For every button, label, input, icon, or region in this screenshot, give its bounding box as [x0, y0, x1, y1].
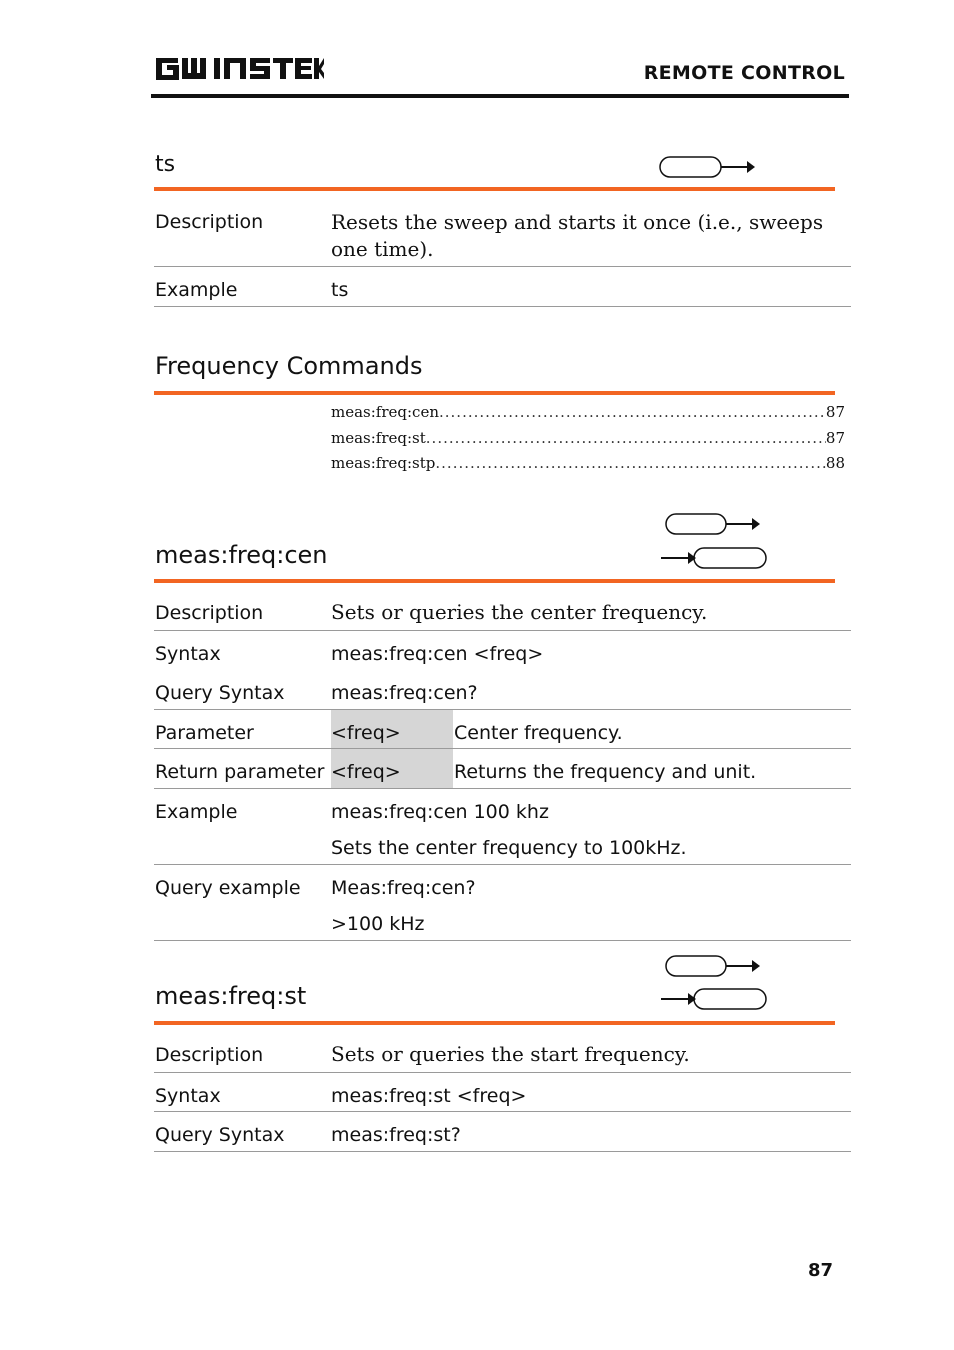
row-divider — [154, 266, 851, 267]
frequency-commands-heading: Frequency Commands — [155, 352, 423, 380]
ts-description-line: Resets the sweep and starts it once (i.e., sweeps — [331, 210, 824, 234]
row-divider — [154, 864, 851, 865]
row-divider — [154, 306, 851, 307]
example-label: Example — [155, 801, 238, 823]
toc-entry-label: meas:freq:stp — [331, 454, 436, 472]
description-label: Description — [155, 1044, 264, 1066]
cen-query-syntax: meas:freq:cen? — [331, 682, 478, 704]
return-parameter-description: Returns the frequency and unit. — [454, 761, 757, 783]
row-divider — [154, 1111, 851, 1112]
set-query-command-icon — [659, 955, 769, 1015]
parameter-name: <freq> — [331, 722, 401, 744]
section-rule — [154, 187, 835, 191]
row-divider — [154, 1072, 851, 1073]
cen-description: Sets or queries the center frequency. — [331, 600, 708, 624]
return-parameter-label: Return parameter — [155, 761, 325, 783]
toc-entry-page: 87 — [825, 403, 845, 421]
query-example-label: Query example — [155, 877, 301, 899]
cen-example-note: Sets the center frequency to 100kHz. — [331, 837, 687, 859]
page-number: 87 — [807, 1260, 833, 1281]
row-divider — [154, 630, 851, 631]
toc-entry[interactable] — [331, 429, 845, 447]
example-label: Example — [155, 279, 238, 301]
toc-entry-label: meas:freq:st — [331, 429, 426, 447]
section-rule — [154, 391, 835, 395]
parameter-description: Center frequency. — [454, 722, 623, 744]
section-rule — [154, 1021, 835, 1025]
section-title: REMOTE CONTROL — [643, 62, 845, 84]
set-query-command-icon — [659, 513, 769, 573]
parameter-label: Parameter — [155, 722, 254, 744]
toc-entry-page: 87 — [825, 429, 845, 447]
gw-instek-logo — [154, 54, 324, 84]
toc-leader — [439, 403, 826, 421]
cen-title: meas:freq:cen — [155, 541, 328, 569]
cen-syntax: meas:freq:cen <freq> — [331, 643, 544, 665]
toc-entry-label: meas:freq:cen — [331, 403, 439, 421]
row-divider — [154, 748, 851, 749]
row-divider — [154, 709, 851, 710]
return-parameter-name: <freq> — [331, 761, 401, 783]
syntax-label: Syntax — [155, 1085, 221, 1107]
toc-leader — [435, 454, 826, 472]
ts-description-line: one time). — [331, 237, 434, 261]
ts-description — [331, 209, 823, 263]
cen-query-example-command: Meas:freq:cen? — [331, 877, 476, 899]
row-divider — [154, 940, 851, 941]
syntax-label: Syntax — [155, 643, 221, 665]
query-syntax-label: Query Syntax — [155, 1124, 285, 1146]
toc-leader — [426, 429, 826, 447]
row-divider — [154, 1151, 851, 1152]
description-label: Description — [155, 211, 264, 233]
st-syntax: meas:freq:st <freq> — [331, 1085, 527, 1107]
st-title: meas:freq:st — [155, 982, 307, 1010]
ts-example: ts — [331, 279, 349, 301]
section-rule — [154, 579, 835, 583]
ts-title: ts — [155, 152, 176, 177]
description-label: Description — [155, 602, 264, 624]
toc-entry[interactable] — [331, 454, 845, 472]
st-query-syntax: meas:freq:st? — [331, 1124, 461, 1146]
cen-example-command: meas:freq:cen 100 khz — [331, 801, 549, 823]
st-description: Sets or queries the start frequency. — [331, 1042, 690, 1066]
header-rule — [151, 94, 849, 98]
toc-entry-page: 88 — [825, 454, 845, 472]
cen-query-example-response: >100 kHz — [331, 913, 425, 935]
toc-entry[interactable] — [331, 403, 845, 421]
set-command-icon — [659, 156, 759, 180]
row-divider — [154, 788, 851, 789]
query-syntax-label: Query Syntax — [155, 682, 285, 704]
